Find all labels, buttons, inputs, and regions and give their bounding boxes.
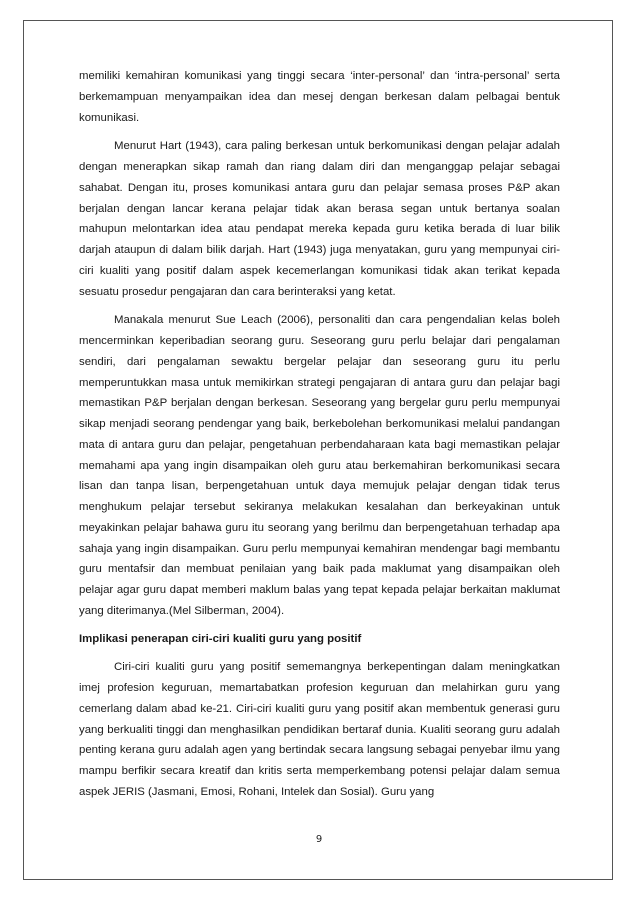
- paragraph-hart-1943: Menurut Hart (1943), cara paling berkesan untuk berkomunikasi dengan pelajar adalah dengan menerapkan sikap ramah dan riang dalam diri dan menganggap pelajar sebagai sahabat. Dengan itu, proses komunikasi antara guru dan pelajar semasa proses P&P akan berjalan dengan lancar kerana pelajar tidak akan berasa segan untuk bertanya soalan mahupun melontarkan idea atau pendapat mereka kepada guru ketika berada di luar bilik darjah ataupun di dalam bilik darjah. Hart (1943) juga menyatakan, guru yang mempunyai ciri-ciri kualiti yang positif dalam aspek kecemerlangan komunikasi tidak akan terikat kepada sesuatu prosedur pengajaran dan cara berinteraksi yang ketat.: [79, 140, 560, 298]
- document-body: [79, 66, 560, 803]
- paragraph-communication-skills: memiliki kemahiran komunikasi yang tinggi secara ‘inter-personal’ dan ‘intra-personal’ serta berkemampuan menyampaikan idea dan mesej dengan berkesan dalam pelbagai bentuk komunikasi.: [79, 70, 560, 124]
- page-number: 9: [315, 834, 323, 845]
- section-heading: Implikasi penerapan ciri-ciri kualiti guru yang positif: [79, 632, 362, 645]
- paragraph-implications: Ciri-ciri kualiti guru yang positif sememangnya berkepentingan dalam meningkatkan imej profesion keguruan, memartabatkan profesion keguruan dan melahirkan guru yang cemerlang dalam abad ke-21. Ciri-ciri kualiti guru yang positif akan membentuk generasi guru yang berkualiti tinggi dan menghasilkan pendidikan bertaraf dunia. Kualiti seorang guru adalah penting kerana guru adalah agen yang bertindak secara langsung sebagai penyebar ilmu yang mampu berfikir secara kreatif dan kritis serta memperkembang potensi pelajar dalam semua aspek JERIS (Jasmani, Emosi, Rohani, Intelek dan Sosial). Guru yang: [79, 661, 560, 798]
- paragraph-sue-leach-2006: Manakala menurut Sue Leach (2006), personaliti dan cara pengendalian kelas boleh mencerminkan keperibadian seorang guru. Seseorang guru perlu belajar dari pengalaman sendiri, dari pengalaman sewaktu bergelar pelajar dan seseorang guru itu perlu memperuntukkan masa untuk memikirkan strategi pengajaran di antara guru dan pelajar bagi memastikan P&P berjalan dengan berkesan. Seseorang yang bergelar guru perlu mempunyai sikap menjadi seorang pendengar yang baik, berkebolehan berkomunikasi melalui pandangan mata di antara guru dan pelajar, pengetahuan perbendaharaan kata bagi memastikan pelajar memahami apa yang ingin disampaikan oleh guru atau berkemahiran berkomunikasi secara lisan dan tanpa lisan, berpengetahuan untuk daya memujuk pelajar dengan tidak terus menghukum pelajar tersebut sekiranya melakukan kesalahan dan berkeyakinan untuk meyakinkan pelajar bahawa guru itu seorang yang berilmu dan berpengetahuan terhadap apa sahaja yang ingin disampaikan. Guru perlu mempunyai kemahiran mendengar bagi membantu guru mentafsir dan membuat penilaian yang baik pada maklumat yang disampaikan oleh pelajar agar guru dapat memberi maklum balas yang tepat kepada pelajar berkaitan maklumat yang diterimanya.(Mel Silberman, 2004).: [79, 314, 560, 617]
